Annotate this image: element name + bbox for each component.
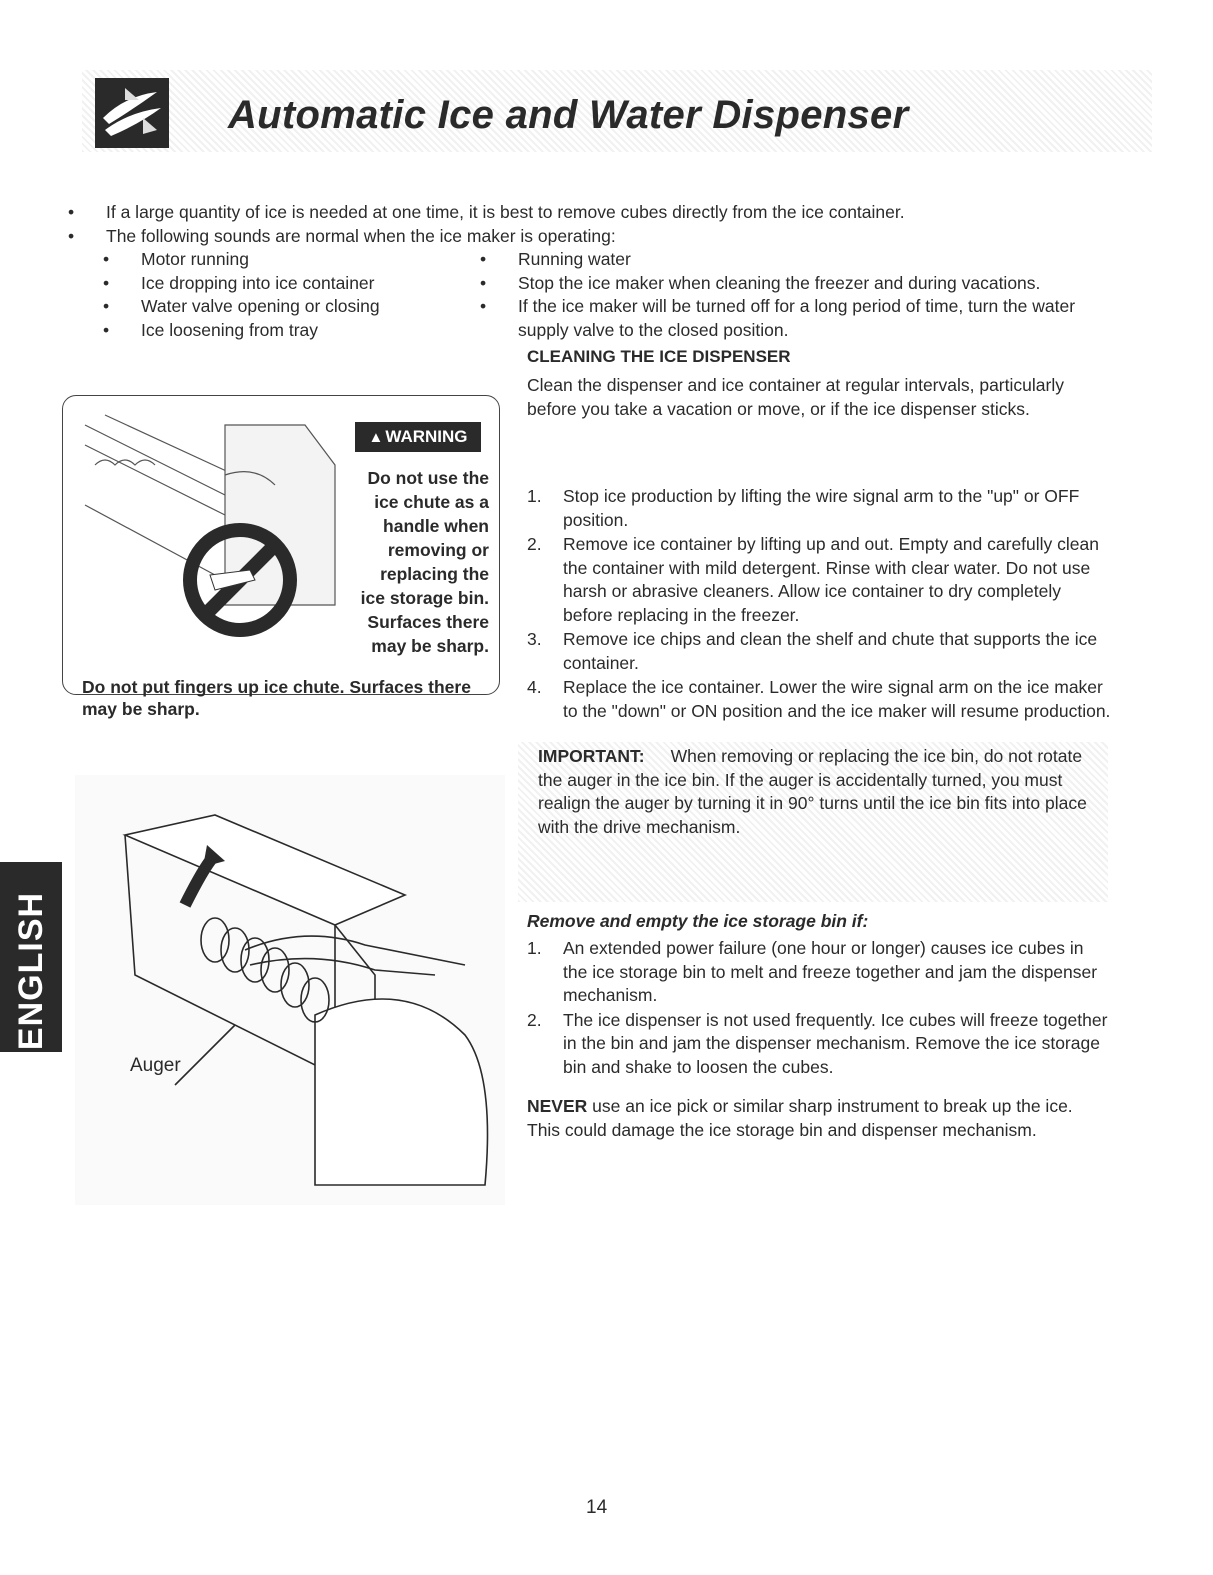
remove-heading: Remove and empty the ice storage bin if: xyxy=(527,911,869,931)
list-item: • Motor running xyxy=(103,249,249,269)
sounds-list-right xyxy=(480,248,1120,342)
warning-triangle-icon: ▲ xyxy=(368,429,384,446)
cleaning-steps xyxy=(527,485,1112,724)
language-tab-label: ENGLISH xyxy=(12,891,50,1051)
auger-label: Auger xyxy=(130,1055,181,1076)
list-item: 3. Remove ice chips and clean the shelf and chute that supports the ice container. xyxy=(527,629,1098,673)
intro-bullet: • The following sounds are normal when the ice maker is operating: xyxy=(68,225,1168,249)
never-note: NEVER use an ice pick or similar sharp instrument to break up the ice. This could damage the ice storage bin and dispenser mechanism. xyxy=(527,1096,1073,1140)
cleaning-intro: Clean the dispenser and ice container at regular intervals, particularly before you take a vacation or move, or if the ice dispenser sticks. xyxy=(527,375,1064,419)
warning-badge: ▲ WARNING xyxy=(355,422,481,452)
ice-water-logo-icon xyxy=(95,78,169,148)
list-item: • Ice dropping into ice container xyxy=(103,272,375,293)
warning-side-text: Do not use the ice chute as a handle when removing or replacing the ice storage bin. Surfaces there may be sharp. xyxy=(360,468,489,656)
auger-illustration xyxy=(75,775,505,1205)
list-item: 4. Replace the ice container. Lower the wire signal arm on the ice maker to the "down" or ON position and the ice maker will resume production. xyxy=(527,677,1111,721)
important-note: IMPORTANT: When removing or replacing the ice bin, do not rotate the auger in the ice bin. If the auger is accidentally turned, you must realign the auger by turning it in 90° turns until the ice bin fits into place with the drive mechanism. xyxy=(538,746,1087,837)
page-title: Automatic Ice and Water Dispenser xyxy=(228,93,909,137)
intro-bullet-list xyxy=(68,201,1168,248)
list-item: • Ice loosening from tray xyxy=(103,319,319,340)
ice-chute-warning-illustration xyxy=(75,405,345,655)
list-item: • If the ice maker will be turned off for a long period of time, turn the water supply valve to the closed position. xyxy=(480,296,1076,340)
list-item: • Stop the ice maker when cleaning the freezer and during vacations. xyxy=(480,272,1041,293)
warning-bottom-text: Do not put fingers up ice chute. Surfaces there may be sharp. xyxy=(82,677,471,719)
section-heading: CLEANING THE ICE DISPENSER xyxy=(527,347,791,366)
important-label: IMPORTANT: xyxy=(538,746,645,766)
list-item: • Running water xyxy=(480,249,631,269)
remove-list xyxy=(527,937,1112,1080)
sounds-list-left xyxy=(103,248,483,342)
list-item: 1. An extended power failure (one hour or longer) causes ice cubes in the ice storage bin to melt and freeze together and jam the dispenser mechanism. xyxy=(527,938,1098,1005)
page-number: 14 xyxy=(586,1497,608,1518)
list-item: 2. The ice dispenser is not used frequently. Ice cubes will freeze together in the bin and jam the dispenser mechanism. Remove the ice storage bin and shake to loosen the cubes. xyxy=(527,1009,1108,1077)
list-item: • Water valve opening or closing xyxy=(103,296,380,316)
list-item: 1. Stop ice production by lifting the wire signal arm to the "up" or OFF position. xyxy=(527,486,1080,530)
list-item: 2. Remove ice container by lifting up and out. Empty and carefully clean the container with mild detergent. Rinse with clear water. Do not use harsh or abrasive cleaners. Allow ice container to dry completely before replacing in the freezer. xyxy=(527,534,1099,625)
intro-bullet: • If a large quantity of ice is needed at one time, it is best to remove cubes directly from the ice container. xyxy=(68,201,1168,225)
